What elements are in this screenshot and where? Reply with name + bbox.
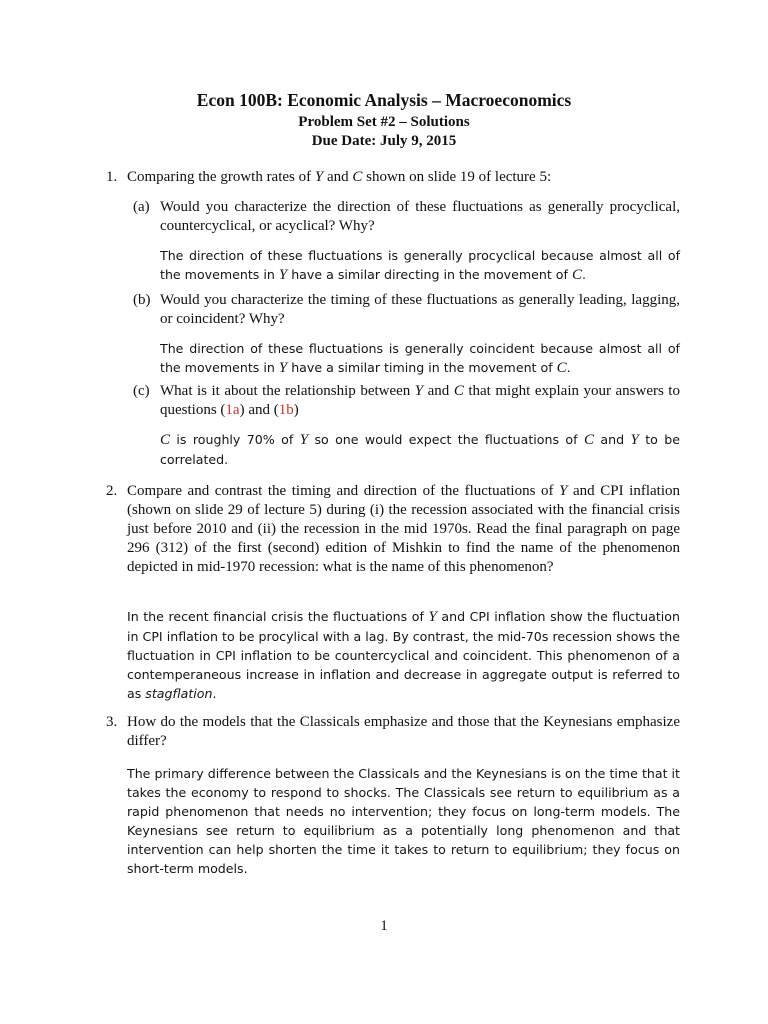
part-label: (c) — [133, 383, 150, 399]
answer-1c: C is roughly 70% of Y so one would expect the fluctuations of C and Y to be correlated. — [160, 432, 680, 467]
answer-1a: The direction of these fluctuations is generally procyclical because almost all of the movements in Y have a similar directing in the movement of C. — [160, 248, 680, 283]
question-text: Comparing the growth rates of Y and C shown on slide 19 of lecture 5: — [127, 169, 552, 185]
answer-2: In the recent financial crisis the fluctuations of Y and CPI inflation show the fluctuation in CPI inflation to be procylical with a lag. By contrast, the mid-70s recession shows the fluctuation in CPI inflation to be countercyclical and coincident. This phenomenon of a contemperaneous increase in inflation and decrease in aggregate output is referred to as stagflation. — [127, 609, 680, 701]
question-1b — [133, 291, 680, 329]
question-number: 2. — [106, 483, 118, 499]
part-question: Would you characterize the timing of these fluctuations as generally leading, lagging, or coincident? Why? — [160, 292, 680, 327]
question-2 — [106, 482, 680, 577]
part-label: (b) — [133, 292, 151, 308]
due-date: Due Date: July 9, 2015 — [311, 133, 457, 149]
reference-link-1b[interactable]: 1b — [278, 402, 294, 418]
part-question: What is it about the relationship between Y and C that might explain your answers to questions (1a) and (1b) — [160, 383, 680, 418]
question-1 — [106, 168, 680, 187]
question-number: 1. — [106, 169, 118, 185]
question-text: How do the models that the Classicals emphasize and those that the Keynesians emphasize differ? — [127, 714, 680, 749]
question-1a — [133, 198, 680, 236]
answer-1b: The direction of these fluctuations is generally coincident because almost all of the movements in Y have a similar timing in the movement of C. — [160, 341, 680, 376]
page-number: 1 — [380, 918, 388, 934]
page-title: Econ 100B: Economic Analysis – Macroeconomics — [196, 90, 572, 110]
question-1c — [133, 382, 680, 420]
part-question: Would you characterize the direction of these fluctuations as generally procyclical, countercyclical, or acyclical? Why? — [160, 199, 680, 234]
answer-3: The primary difference between the Classicals and the Keynesians is on the time that it takes the economy to respond to shocks. The Classicals see return to equilibrium as a rapid phenomenon that needs no intervention; they focus on long-term models. The Keynesians see return to equilibrium as a potentially long phenomenon and that intervention can help shorten the time it takes to return to equilibrium; they focus on short-term models. — [127, 766, 680, 876]
question-3 — [106, 713, 680, 751]
part-label: (a) — [133, 199, 150, 215]
question-number: 3. — [106, 714, 118, 730]
reference-link-1a[interactable]: 1a — [225, 402, 240, 418]
page-subtitle: Problem Set #2 – Solutions — [298, 114, 470, 130]
question-text: Compare and contrast the timing and direction of the fluctuations of Y and CPI inflation (shown on slide 29 of lecture 5) during (i) the recession associated with the financial crisis just before 2010 and (ii) the recession in the mid 1970s. Read the final paragraph on page 296 (312) of the first (second) edition of Mishkin to find the name of the phenomenon depicted in mid-1970 recession: what is the name of this phenomenon? — [127, 483, 680, 575]
